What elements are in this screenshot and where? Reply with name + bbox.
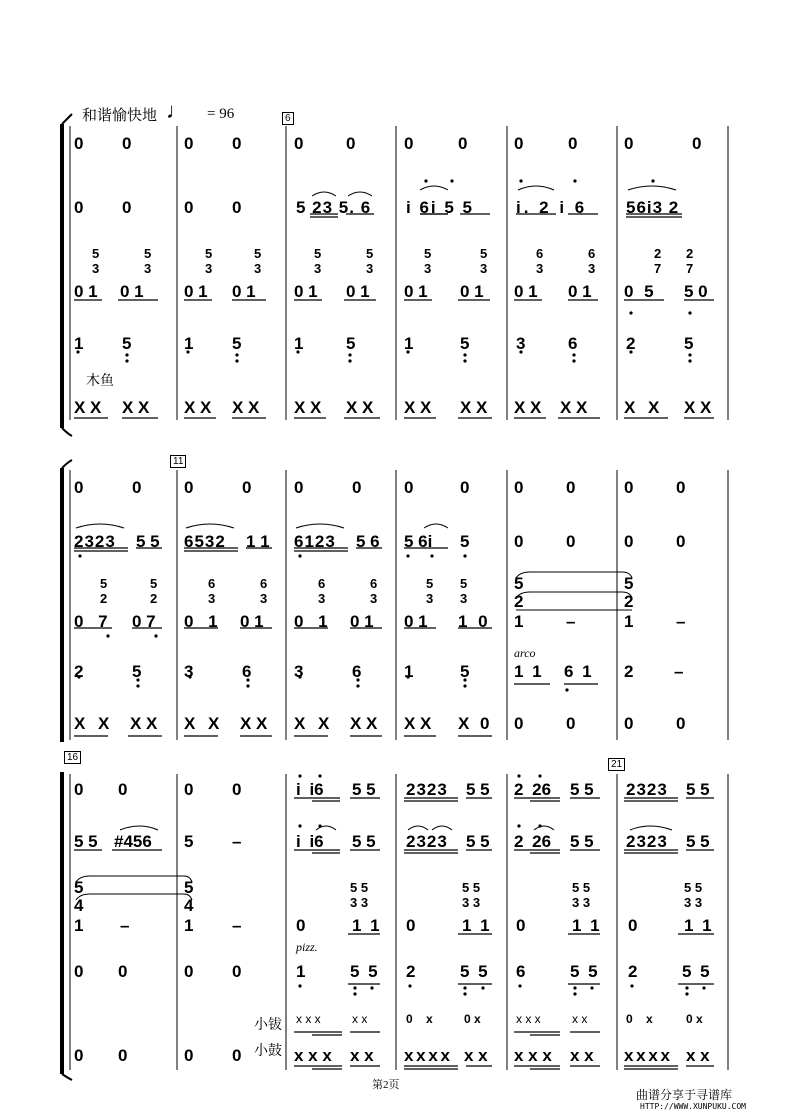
note: –	[566, 612, 576, 631]
note: 2	[624, 662, 634, 681]
percussion-note: X X	[350, 714, 378, 733]
note-group: 0 1	[74, 282, 98, 301]
percussion-note: X X	[460, 398, 488, 417]
instrument-label: 小钹	[254, 1017, 282, 1033]
chord: 2 7	[686, 246, 694, 276]
note-group: 6532	[184, 532, 226, 551]
chord: 2 7	[654, 246, 662, 276]
note: 3	[294, 662, 304, 681]
note-group: 0 1	[346, 282, 370, 301]
note: 0	[242, 478, 252, 497]
note-group: 5 5	[682, 962, 710, 981]
note: 5	[184, 878, 194, 897]
note-group: 0 1	[514, 282, 538, 301]
chord: 5 3	[314, 246, 322, 276]
note: 0	[676, 714, 686, 733]
note-group: 1 1	[246, 532, 270, 551]
note: 0	[232, 780, 242, 799]
measure-number: 6	[282, 112, 294, 125]
note: 0	[566, 478, 576, 497]
note: 2	[406, 962, 416, 981]
chord: 5 3	[92, 246, 100, 276]
note: 0	[122, 198, 132, 217]
expression-pizz: pizz.	[296, 940, 318, 954]
note-group: 5 23 5. 6	[296, 198, 372, 217]
note: –	[232, 832, 242, 851]
note: 0	[692, 134, 702, 153]
credit-text: 曲谱分享于寻谱库	[636, 1088, 733, 1102]
note-group: i. 2 i 6	[516, 198, 588, 217]
note: 1	[404, 662, 414, 681]
note: –	[120, 916, 130, 935]
note-group: 2323	[626, 780, 668, 799]
note: 0	[184, 962, 194, 981]
percussion-note: X X	[232, 398, 260, 417]
chord: 5 3	[254, 246, 262, 276]
percussion-note: X X	[684, 398, 712, 417]
percussion-note: X X	[130, 714, 158, 733]
note: 0	[74, 1046, 84, 1065]
note-group: 5 5	[74, 832, 98, 851]
chord: 6 3	[260, 576, 268, 606]
instrument-label: 小鼓	[254, 1043, 282, 1059]
instrument-label: 木鱼	[86, 373, 114, 389]
note-group: i 6i 5 5	[406, 198, 474, 217]
percussion-note: X X	[404, 398, 432, 417]
percussion-note: x x x	[516, 1012, 541, 1026]
percussion-note: X X	[122, 398, 150, 417]
note: 0	[184, 478, 194, 497]
note: –	[674, 662, 684, 681]
note: 0	[676, 478, 686, 497]
note: 0	[184, 198, 194, 217]
note-group: 5 5	[466, 832, 490, 851]
note-group: 0 1	[294, 282, 318, 301]
note: 2	[626, 334, 636, 353]
note: 0	[568, 134, 578, 153]
percussion-note: x x	[352, 1012, 368, 1026]
note-group: 6123	[294, 532, 336, 551]
note: 0	[118, 1046, 128, 1065]
note-group: 5 5	[570, 832, 594, 851]
quarter-note-icon: ♩	[166, 98, 188, 123]
note-group: 0 1	[460, 282, 484, 301]
measure-number: 21	[608, 758, 625, 771]
chord: 5 5 3 3	[572, 880, 591, 910]
source-url: HTTP://WWW.XUNPUKU.COM	[640, 1102, 746, 1111]
note: 1	[294, 334, 304, 353]
note: 0	[460, 478, 470, 497]
note: 0	[294, 478, 304, 497]
system1-brace	[62, 114, 72, 436]
note: 5	[684, 334, 694, 353]
note: 6	[242, 662, 252, 681]
percussion-note: 0 x	[686, 1012, 703, 1026]
note-group: 5 0	[684, 282, 708, 301]
note: –	[676, 612, 686, 631]
note: 3	[516, 334, 526, 353]
note-group: 0 1	[232, 282, 256, 301]
note: 0	[232, 134, 242, 153]
note: 4	[74, 896, 84, 915]
note: 0	[122, 134, 132, 153]
note: 0	[74, 478, 84, 497]
note: 0	[74, 198, 84, 217]
note-group: 1 1	[462, 916, 490, 935]
percussion-note: x x	[350, 1046, 374, 1065]
note-group: 5 6i	[404, 532, 433, 551]
note: 0	[296, 916, 306, 935]
note: 5	[122, 334, 132, 353]
note: 0	[74, 962, 84, 981]
note: 0	[628, 916, 638, 935]
chord: 5 5 3 3	[350, 880, 369, 910]
note: 0	[232, 1046, 242, 1065]
chord: 5 3	[460, 576, 468, 606]
note: 2	[628, 962, 638, 981]
note-group: i i6	[296, 832, 324, 851]
note: 0	[184, 1046, 194, 1065]
note: 1	[296, 962, 306, 981]
note-group: 5 5	[352, 780, 376, 799]
percussion-note: X X	[404, 714, 432, 733]
tempo-text: 和谐愉快地	[82, 106, 158, 124]
note: 5	[346, 334, 356, 353]
percussion-note: X X	[624, 398, 660, 417]
note: 0	[74, 134, 84, 153]
percussion-note: X X	[560, 398, 588, 417]
chord: 5 2	[150, 576, 158, 606]
note: 0	[404, 134, 414, 153]
note: 0	[566, 532, 576, 551]
percussion-note: X X	[184, 714, 220, 733]
note: 0	[346, 134, 356, 153]
note-group: i i6	[296, 780, 324, 799]
note: 2	[624, 592, 634, 611]
chord: 5 3	[426, 576, 434, 606]
note-group: 5 5	[350, 962, 378, 981]
percussion-note: X X	[294, 398, 322, 417]
note-group: 5 5	[570, 962, 598, 981]
note-group: 1 1	[572, 916, 600, 935]
chord: 6 3	[370, 576, 378, 606]
note: 0	[624, 714, 634, 733]
note-group: 5 5	[570, 780, 594, 799]
note: 5	[514, 574, 524, 593]
note: 5	[460, 334, 470, 353]
note: 0	[294, 134, 304, 153]
note: 6	[516, 962, 526, 981]
chord: 6 3	[318, 576, 326, 606]
note: 5	[132, 662, 142, 681]
note: 0	[514, 532, 524, 551]
note: 1	[74, 334, 84, 353]
chord: 5 3	[366, 246, 374, 276]
note-group: 2 26	[514, 780, 552, 799]
note: 0	[406, 916, 416, 935]
note-group: 2323	[74, 532, 116, 551]
note: 0	[404, 478, 414, 497]
percussion-note: X X	[346, 398, 374, 417]
note: 1	[624, 612, 634, 631]
note-group: 0 1	[184, 282, 208, 301]
chord: 6 3	[208, 576, 216, 606]
percussion-note: x x	[570, 1046, 594, 1065]
note: 0	[232, 198, 242, 217]
note: 0	[118, 962, 128, 981]
note-group: 5 5	[686, 780, 710, 799]
percussion-note: X X	[74, 398, 102, 417]
note-group: 0 5	[624, 282, 654, 301]
note-group: 6 1	[564, 662, 592, 681]
percussion-note: X 0	[458, 714, 490, 733]
note-group: 5 6	[356, 532, 380, 551]
note: –	[232, 916, 242, 935]
note-group: 0 1	[568, 282, 592, 301]
note: 5	[624, 574, 634, 593]
percussion-note: x x	[572, 1012, 588, 1026]
note-group: 5 5	[466, 780, 490, 799]
percussion-note: x x x	[514, 1046, 552, 1065]
note: 0	[676, 532, 686, 551]
percussion-note: 0 x	[464, 1012, 481, 1026]
note: 0	[184, 780, 194, 799]
note: 0	[566, 714, 576, 733]
note: 0	[624, 532, 634, 551]
note-group: 5 5	[460, 962, 488, 981]
note: 2	[514, 592, 524, 611]
note: 0	[184, 134, 194, 153]
chord: 6 3	[536, 246, 544, 276]
note: 0	[514, 478, 524, 497]
note: 5	[460, 532, 470, 551]
note: 1	[184, 916, 194, 935]
note: 5	[460, 662, 470, 681]
note-group: 0 1	[294, 612, 328, 631]
note: 0	[514, 134, 524, 153]
chord: 5 3	[144, 246, 152, 276]
note: 0	[516, 916, 526, 935]
metronome-mark: = 96	[207, 106, 235, 122]
note: 3	[184, 662, 194, 681]
note-group: 5 5	[352, 832, 376, 851]
note: 0	[352, 478, 362, 497]
note-group: 2323	[626, 832, 668, 851]
note: 1	[514, 612, 524, 631]
note-group: 0 1	[404, 612, 428, 631]
note-group: 0 7	[132, 612, 156, 631]
percussion-note: 0 x	[626, 1012, 653, 1026]
note: 0	[458, 134, 468, 153]
percussion-note: x x x	[296, 1012, 321, 1026]
measure-number: 11	[170, 455, 186, 468]
percussion-note: X X	[74, 714, 110, 733]
note: 2	[74, 662, 84, 681]
note: 0	[624, 134, 634, 153]
chord: 5 2	[100, 576, 108, 606]
note-group: 0 7	[74, 612, 108, 631]
chord: 5 3	[424, 246, 432, 276]
note: 6	[568, 334, 578, 353]
note-group: 2323	[406, 832, 448, 851]
percussion-note: x x x x	[404, 1046, 449, 1065]
percussion-note: x x	[686, 1046, 710, 1065]
note: 0	[514, 714, 524, 733]
percussion-note: X X	[240, 714, 268, 733]
note-group: 1 1	[684, 916, 712, 935]
note: 5	[184, 832, 194, 851]
note: 5	[74, 878, 84, 897]
note: 5	[232, 334, 242, 353]
percussion-note: X X	[184, 398, 212, 417]
note: 4	[184, 896, 194, 915]
chord: 5 5 3 3	[462, 880, 481, 910]
note: 1	[184, 334, 194, 353]
note-group: 0 1	[350, 612, 374, 631]
note: 0	[132, 478, 142, 497]
chord: 6 3	[588, 246, 596, 276]
percussion-note: x x x	[294, 1046, 332, 1065]
note: 0	[232, 962, 242, 981]
measure-number: 16	[64, 751, 81, 764]
note-group: 5 5	[136, 532, 160, 551]
percussion-note: x x x x	[624, 1046, 669, 1065]
expression-arco: arco	[514, 646, 536, 660]
note-group: 0 1	[184, 612, 218, 631]
chord: 5 5 3 3	[684, 880, 703, 910]
note-group: 56i3 2	[626, 198, 680, 217]
note-group: 0 1	[120, 282, 144, 301]
note-group: 0 1	[240, 612, 264, 631]
percussion-note: X X	[294, 714, 330, 733]
note-group: 2 26	[514, 832, 552, 851]
note: 0	[74, 780, 84, 799]
note-group: #456	[114, 832, 152, 851]
chord: 5 3	[480, 246, 488, 276]
note: 0	[624, 478, 634, 497]
note-group: 2323	[406, 780, 448, 799]
percussion-note: X X	[514, 398, 542, 417]
note: 0	[118, 780, 128, 799]
chord: 5 3	[205, 246, 213, 276]
page-number: 第2页	[372, 1079, 400, 1091]
note-group: 0 1	[404, 282, 428, 301]
note-group: 1 1	[514, 662, 542, 681]
note-group: 1 0	[458, 612, 488, 631]
percussion-note: 0 x	[406, 1012, 433, 1026]
note: 1	[404, 334, 414, 353]
percussion-note: x x	[464, 1046, 488, 1065]
note-group: 1 1	[352, 916, 380, 935]
note: 6	[352, 662, 362, 681]
note-group: 5 5	[686, 832, 710, 851]
note: 1	[74, 916, 84, 935]
